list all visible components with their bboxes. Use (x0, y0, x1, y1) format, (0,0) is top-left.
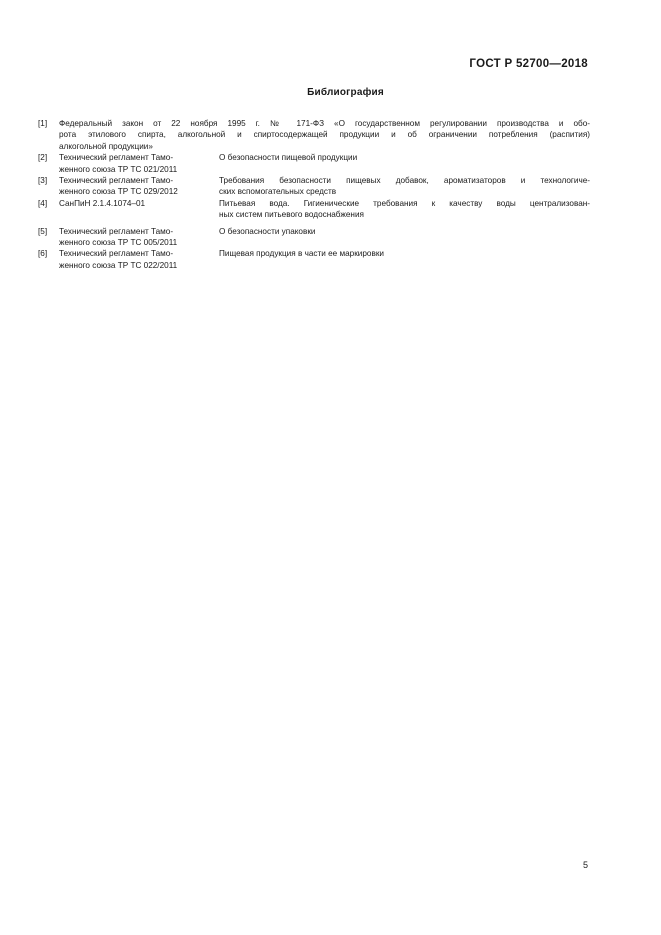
entry-number: [6] (38, 249, 48, 259)
entry-number: [4] (38, 198, 48, 208)
entry-reference-line: Технический регламент Тамо- (59, 249, 174, 259)
entry-document-reference (59, 226, 219, 249)
entry-reference-line: Технический регламент Тамо- (59, 153, 174, 163)
entry-title-line: ских вспомогательных средств (219, 187, 337, 197)
entry-document-title (219, 198, 590, 221)
bibliography-entry (38, 226, 590, 249)
entry-text-line: алкогольной продукции» (59, 141, 153, 151)
entry-number: [2] (38, 153, 48, 163)
entry-reference-line: женного союза ТР ТС 029/2012 (59, 187, 178, 197)
entry-document-reference (59, 175, 219, 198)
entry-document-reference (59, 198, 219, 209)
entry-text (59, 118, 590, 152)
bibliography-entry (38, 152, 590, 175)
entry-document-title (219, 152, 590, 163)
entry-number: [5] (38, 226, 48, 236)
bibliography-entry (38, 248, 590, 271)
entry-document-title (219, 175, 590, 198)
bibliography-entry (38, 175, 590, 198)
bibliography-entry (38, 198, 590, 221)
entry-document-title (219, 248, 590, 259)
entry-title-line: Пищевая продукция в части ее маркировки (219, 249, 384, 259)
entry-number: [1] (38, 119, 48, 128)
entry-reference-line: женного союза ТР ТС 005/2011 (59, 238, 178, 248)
bibliography-entry (38, 118, 590, 152)
entry-title-line: ных систем питьевого водоснабжения (219, 210, 364, 220)
entry-text-line: Федеральный закон от 22 ноября 1995 г. № 171-ФЗ «О государственном регулировании производства и обо- (59, 119, 590, 128)
page-number: 5 (582, 860, 588, 870)
entry-reference-line: Технический регламент Тамо- (59, 226, 174, 236)
entry-reference-line: женного союза ТР ТС 021/2011 (59, 164, 178, 174)
page-title: Библиография (307, 87, 384, 98)
entry-document-reference (59, 248, 219, 271)
entry-reference-line: Технический регламент Тамо- (59, 176, 174, 186)
entry-reference-line: женного союза ТР ТС 022/2011 (59, 260, 178, 270)
running-header-standard-designation: ГОСТ Р 52700—2018 (469, 58, 588, 70)
entry-title-line: О безопасности пищевой продукции (219, 153, 358, 163)
entry-title-line: О безопасности упаковки (219, 226, 316, 236)
entry-document-title (219, 226, 590, 237)
entry-title-line: Питьевая вода. Гигиенические требования к качеству воды централизован- (219, 198, 590, 208)
entry-reference-line: СанПиН 2.1.4.1074–01 (59, 198, 146, 208)
entry-number: [3] (38, 176, 48, 186)
entry-text-line: рота этилового спирта, алкогольной и спиртосодержащей продукции и об ограничении потребления (распития) (59, 130, 590, 140)
bibliography-list (38, 118, 590, 271)
entry-title-line: Требования безопасности пищевых добавок, ароматизаторов и технологиче- (219, 176, 590, 186)
entry-document-reference (59, 152, 219, 175)
